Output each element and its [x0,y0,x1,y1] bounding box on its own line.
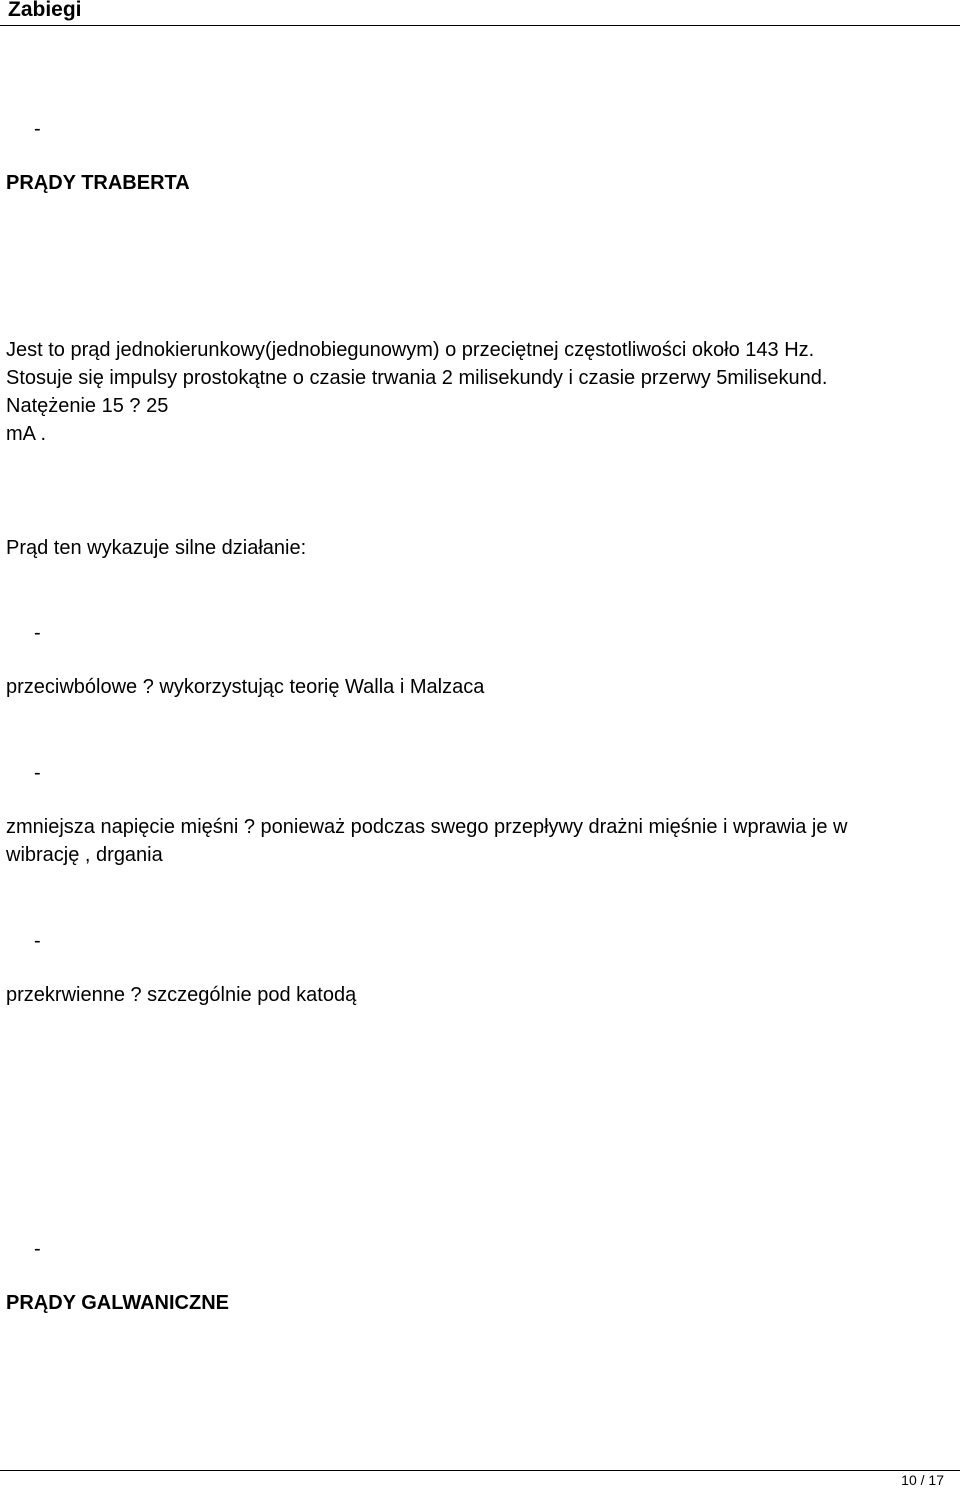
effect-item-muscle-tension-cont: wibrację , drgania [6,844,163,866]
list-dash: - [34,930,41,952]
list-dash: - [34,118,41,140]
effects-intro: Prąd ten wykazuje silne działanie: [6,537,307,559]
page-number: 10 / 17 [901,1472,944,1488]
paragraph-line: Jest to prąd jednokierunkowy(jednobiegunowym) o przeciętnej częstotliwości około 143 Hz. [6,339,815,361]
effect-item-hyperemia: przekrwienne ? szczególnie pod katodą [6,984,357,1006]
list-dash: - [34,1238,41,1260]
list-dash: - [34,622,41,644]
page-header-title: Zabiegi [8,0,82,21]
paragraph-line: mA . [6,423,47,445]
footer-divider [0,1470,960,1471]
effect-item-analgesic: przeciwbólowe ? wykorzystując teorię Walla i Malzaca [6,676,485,698]
section-heading-traberta: PRĄDY TRABERTA [6,172,190,194]
paragraph-line: Stosuje się impulsy prostokątne o czasie trwania 2 milisekundy i czasie przerwy 5milisekund. [6,367,828,389]
effect-item-muscle-tension: zmniejsza napięcie mięśni ? ponieważ podczas swego przepływy drażni mięśnie i wprawia je w [6,816,848,838]
paragraph-line: Natężenie 15 ? 25 [6,395,169,417]
section-heading-galvanic: PRĄDY GALWANICZNE [6,1292,229,1314]
header-divider [0,25,960,26]
list-dash: - [34,762,41,784]
